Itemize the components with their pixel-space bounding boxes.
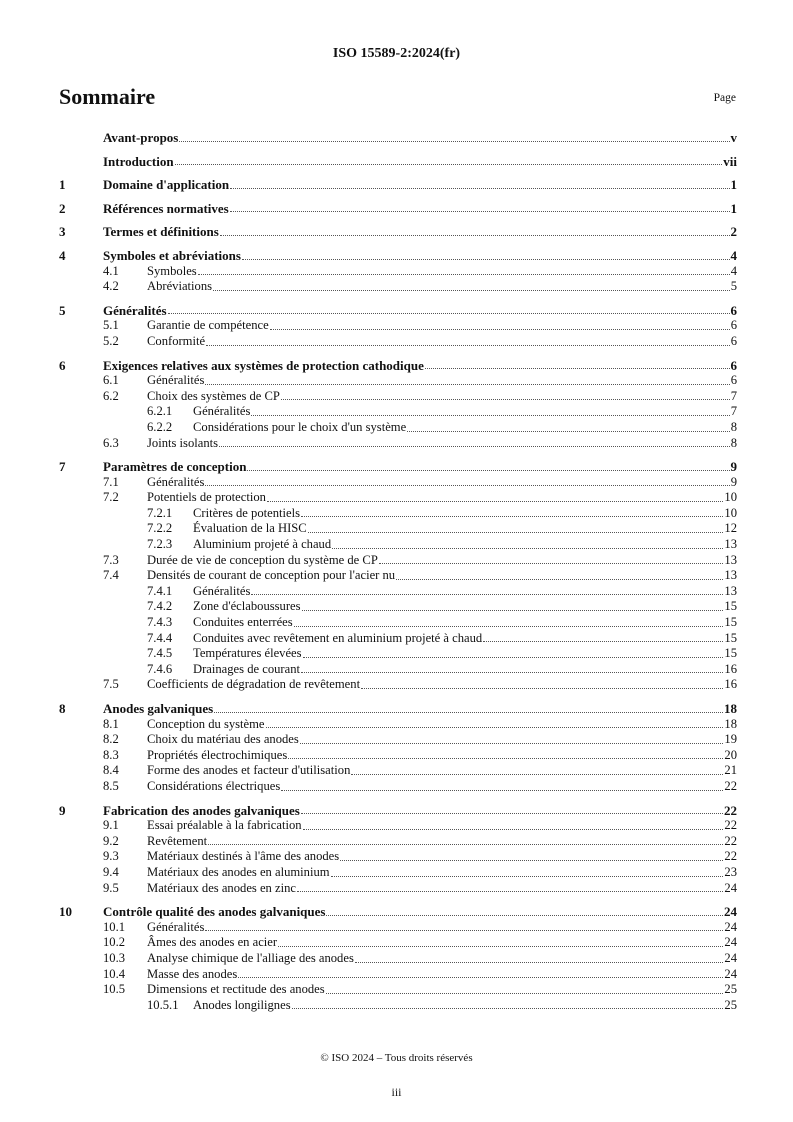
dot-leader	[251, 594, 723, 595]
toc-entry-title: Masse des anodes	[147, 966, 238, 981]
toc-entry-title: Généralités	[103, 302, 167, 318]
dot-leader	[326, 993, 724, 994]
toc-entry-number: 6	[59, 357, 66, 373]
toc-entry-page: 6	[730, 373, 737, 388]
toc-section-group	[59, 904, 737, 1013]
toc-entry-title: Symboles et abréviations	[103, 247, 241, 263]
toc-entry-page: 24	[724, 935, 737, 950]
toc-entry-page: 25	[724, 997, 737, 1012]
toc-entry-page: 10	[724, 505, 737, 520]
toc-entry[interactable]	[59, 177, 737, 193]
toc-entry[interactable]	[59, 130, 737, 146]
toc-entry-number: 6.2.2	[147, 419, 173, 434]
toc-entry[interactable]	[59, 201, 737, 217]
toc-entry-page: 6	[730, 318, 737, 333]
toc-entry-page: 22	[724, 778, 737, 793]
toc-entry-number: 10.2	[103, 935, 126, 950]
dot-leader	[179, 141, 729, 142]
toc-entry[interactable]	[59, 904, 737, 920]
toc-entry-page: 24	[724, 950, 737, 965]
toc-entry-title: Dimensions et rectitude des anodes	[147, 982, 325, 997]
toc-entry-page: 7	[730, 388, 737, 403]
toc-entry-title: Références normatives	[103, 200, 229, 216]
toc-entry-title: Fabrication des anodes galvaniques	[103, 802, 300, 818]
toc-entry-page: 13	[724, 583, 737, 598]
toc-entry[interactable]	[59, 865, 737, 881]
toc-entry-number: 7.4.2	[147, 599, 173, 614]
toc-entry[interactable]	[59, 717, 737, 733]
dot-leader	[266, 727, 724, 728]
toc-entry-page: 23	[724, 864, 737, 879]
toc-entry-title: Considérations pour le choix d'un système	[193, 419, 407, 434]
toc-entry[interactable]	[59, 701, 737, 717]
toc-entry[interactable]	[59, 849, 737, 865]
toc-entry[interactable]	[59, 521, 737, 537]
toc-entry[interactable]	[59, 490, 737, 506]
toc-entry-title: Températures élevées	[193, 646, 302, 661]
dot-leader	[355, 962, 724, 963]
toc-entry-title: Drainages de courant	[193, 661, 300, 676]
dot-leader	[292, 1008, 724, 1009]
dot-leader	[301, 813, 723, 814]
toc-entry-page: 22	[724, 818, 737, 833]
toc-entry-page: 24	[724, 904, 737, 920]
toc-entry[interactable]	[59, 459, 737, 475]
toc-entry[interactable]	[59, 834, 737, 850]
toc-entry[interactable]	[59, 662, 737, 678]
toc-entry[interactable]	[59, 553, 737, 569]
toc-entry-title: Durée de vie de conception du système de CP	[147, 552, 378, 567]
toc-entry-number: 8.1	[103, 716, 119, 731]
dot-leader	[205, 384, 729, 385]
toc-entry-title: Analyse chimique de l'alliage des anodes	[147, 950, 354, 965]
toc-entry-number: 9.5	[103, 880, 119, 895]
toc-entry-number: 6.1	[103, 373, 119, 388]
dot-leader	[326, 915, 723, 916]
toc-entry-title: Évaluation de la HISC	[193, 521, 307, 536]
toc-entry[interactable]	[59, 358, 737, 374]
toc-entry-page: 18	[724, 701, 737, 716]
dot-leader	[379, 563, 724, 564]
dot-leader	[483, 641, 723, 642]
toc-entry-page: 8	[730, 419, 737, 434]
toc-entry-page: 6	[730, 333, 737, 348]
toc-entry[interactable]	[59, 920, 737, 936]
toc-entry-page: 16	[724, 661, 737, 676]
toc-entry[interactable]	[59, 763, 737, 779]
toc-entry[interactable]	[59, 248, 737, 264]
toc-entry-number: 1	[59, 177, 66, 193]
dot-leader	[340, 860, 723, 861]
toc-entry-page: vii	[723, 153, 737, 169]
toc-section-group	[59, 177, 737, 193]
toc-entry-number: 7.4.5	[147, 646, 173, 661]
toc-entry[interactable]	[59, 951, 737, 967]
toc-section-group	[59, 803, 737, 897]
toc-entry[interactable]	[59, 732, 737, 748]
toc-entry-page: 13	[724, 552, 737, 567]
toc-entry-number: 6.2.1	[147, 404, 173, 419]
toc-entry-number: 7.1	[103, 474, 119, 489]
dot-leader	[175, 164, 723, 165]
toc-entry-title: Domaine d'application	[103, 177, 230, 193]
toc-entry-title: Anodes longilignes	[193, 997, 291, 1012]
toc-entry-number: 8.3	[103, 747, 119, 762]
toc-entry-number: 8	[59, 701, 66, 716]
dot-leader	[251, 415, 729, 416]
toc-entry-title: Paramètres de conception	[103, 459, 247, 475]
toc-entry-title: Généralités	[193, 583, 251, 598]
dot-leader	[301, 672, 723, 673]
toc-entry-page: 6	[730, 302, 737, 318]
dot-leader	[288, 758, 723, 759]
toc-entry[interactable]	[59, 224, 737, 240]
toc-section-group	[59, 459, 737, 693]
dot-leader	[294, 626, 724, 627]
toc-entry-title: Aluminium projeté à chaud	[193, 537, 332, 552]
dot-leader	[213, 290, 730, 291]
toc-entry-number: 6.3	[103, 435, 119, 450]
toc-entry-number: 7.3	[103, 552, 119, 567]
dot-leader	[278, 946, 723, 947]
page-title: Sommaire	[59, 84, 156, 109]
toc-entry[interactable]	[59, 998, 737, 1014]
toc-entry-title: Propriétés électrochimiques	[147, 747, 288, 762]
toc-section-group	[59, 358, 737, 452]
toc-entry-page: 22	[724, 802, 737, 818]
toc-entry[interactable]	[59, 881, 737, 897]
dot-leader	[219, 446, 730, 447]
dot-leader	[214, 712, 723, 713]
toc-entry-number: 10	[59, 904, 72, 920]
toc-entry[interactable]	[59, 935, 737, 951]
toc-entry-number: 5	[59, 302, 66, 318]
dot-leader	[332, 548, 723, 549]
toc-entry-page: 12	[724, 521, 737, 536]
toc-entry[interactable]	[59, 420, 737, 436]
dot-leader	[300, 743, 724, 744]
toc-entry[interactable]	[59, 568, 737, 584]
toc-entry-title: Contrôle qualité des anodes galvaniques	[103, 904, 326, 920]
toc-entry-number: 10.4	[103, 966, 126, 981]
toc-entry-title: Exigences relatives aux systèmes de protection cathodique	[103, 357, 424, 373]
toc-entry[interactable]	[59, 967, 737, 983]
toc-entry-number: 9.2	[103, 833, 119, 848]
toc-entry-number: 7.2.2	[147, 521, 173, 536]
toc-entry-number: 9	[59, 802, 66, 818]
toc-entry-page: 16	[724, 677, 737, 692]
toc-entry-page: 21	[724, 763, 737, 778]
toc-entry-title: Conception du système	[147, 716, 265, 731]
dot-leader	[168, 313, 730, 314]
toc-entry-number: 8.4	[103, 763, 119, 778]
dot-leader	[247, 470, 729, 471]
toc-entry-title: Critères de potentiels	[193, 505, 301, 520]
toc-section-group	[59, 303, 737, 350]
toc-entry-title: Matériaux des anodes en aluminium	[147, 864, 330, 879]
toc-entry-page: 15	[724, 615, 737, 630]
toc-entry[interactable]	[59, 599, 737, 615]
toc-entry[interactable]	[59, 982, 737, 998]
toc-entry[interactable]	[59, 436, 737, 452]
toc-entry-page: 7	[730, 404, 737, 419]
toc-entry-number: 4.2	[103, 279, 119, 294]
toc-entry[interactable]	[59, 584, 737, 600]
dot-leader	[361, 688, 723, 689]
dot-leader	[267, 501, 723, 502]
toc-entry-title: Choix des systèmes de CP	[147, 388, 280, 403]
toc-entry-title: Matériaux destinés à l'âme des anodes	[147, 849, 340, 864]
toc-entry-page: 24	[724, 880, 737, 895]
toc-entry-title: Anodes galvaniques	[103, 701, 214, 716]
toc-entry-number: 4	[59, 247, 66, 263]
dot-leader	[205, 485, 729, 486]
toc-entry-title: Matériaux des anodes en zinc	[147, 880, 296, 895]
toc-entry[interactable]	[59, 646, 737, 662]
toc-entry-page: 4	[730, 263, 737, 278]
dot-leader	[302, 610, 724, 611]
dot-leader	[308, 532, 724, 533]
toc-entry[interactable]	[59, 615, 737, 631]
toc-entry-number: 10.5.1	[147, 997, 179, 1012]
toc-entry-title: Coefficients de dégradation de revêtement	[147, 677, 361, 692]
dot-leader	[205, 930, 723, 931]
toc-entry-title: Conduites enterrées	[193, 615, 293, 630]
toc-section-group	[59, 701, 737, 795]
toc-entry-page: 5	[730, 279, 737, 294]
toc-entry-number: 7.2	[103, 490, 119, 505]
toc-entry-number: 5.1	[103, 318, 119, 333]
toc-entry-page: 9	[730, 474, 737, 489]
dot-leader	[198, 274, 730, 275]
toc-entry-page: 25	[724, 982, 737, 997]
toc-entry-title: Conformité	[147, 333, 206, 348]
dot-leader	[331, 876, 724, 877]
toc-entry-number: 5.2	[103, 333, 119, 348]
toc-entry[interactable]	[59, 677, 737, 693]
toc-entry-number: 2	[59, 200, 66, 216]
toc-entry[interactable]	[59, 803, 737, 819]
toc-entry-title: Choix du matériau des anodes	[147, 732, 299, 747]
dot-leader	[396, 579, 723, 580]
dot-leader	[303, 657, 724, 658]
toc-entry-number: 7.4.3	[147, 615, 173, 630]
toc-entry-title: Forme des anodes et facteur d'utilisation	[147, 763, 351, 778]
dot-leader	[301, 516, 723, 517]
toc-entry-title: Termes et définitions	[103, 224, 219, 240]
toc-section-group	[59, 201, 737, 217]
toc-entry-number: 9.4	[103, 864, 119, 879]
toc-entry-number: 10.5	[103, 982, 126, 997]
toc-entry-page: 22	[724, 849, 737, 864]
toc-entry-number: 7.4.6	[147, 661, 173, 676]
toc-entry-page: 18	[724, 716, 737, 731]
toc-section-group	[59, 224, 737, 240]
toc-entry-title: Potentiels de protection	[147, 490, 266, 505]
toc-entry-number: 7.4.4	[147, 630, 173, 645]
toc-entry-title: Généralités	[147, 919, 205, 934]
dot-leader	[206, 345, 730, 346]
toc-entry-number: 9.3	[103, 849, 119, 864]
toc-entry-page: 4	[730, 247, 737, 263]
toc-entry[interactable]	[59, 334, 737, 350]
toc-entry[interactable]	[59, 631, 737, 647]
toc-entry[interactable]	[59, 373, 737, 389]
toc-entry-number: 3	[59, 224, 66, 240]
dot-leader	[351, 774, 723, 775]
toc-entry-title: Généralités	[147, 474, 205, 489]
copyright-footer: © ISO 2024 – Tous droits réservés	[320, 1052, 473, 1064]
toc-entry-page: 1	[730, 177, 737, 193]
toc-entry-page: 1	[730, 200, 737, 216]
toc-entry[interactable]	[59, 537, 737, 553]
toc-entry[interactable]	[59, 475, 737, 491]
dot-leader	[297, 891, 723, 892]
toc-section-group	[59, 130, 737, 146]
dot-leader	[407, 431, 730, 432]
toc-entry-title: Généralités	[147, 373, 205, 388]
toc-entry-number: 10.1	[103, 919, 126, 934]
toc-entry-title: Essai préalable à la fabrication	[147, 818, 302, 833]
dot-leader	[425, 368, 730, 369]
toc-entry-title: Revêtement	[147, 833, 208, 848]
toc-entry-page: 9	[730, 459, 737, 475]
dot-leader	[270, 329, 730, 330]
toc-entry-page: 2	[730, 224, 737, 240]
toc-entry-number: 10.3	[103, 950, 126, 965]
toc-entry-number: 6.2	[103, 388, 119, 403]
table-of-contents	[59, 130, 737, 1013]
toc-entry-title: Généralités	[193, 404, 251, 419]
toc-entry[interactable]	[59, 506, 737, 522]
page-column-label: Page	[713, 92, 736, 104]
toc-entry-number: 7.2.3	[147, 537, 173, 552]
toc-entry-title: Avant-propos	[103, 130, 179, 145]
toc-entry-page: 8	[730, 435, 737, 450]
dot-leader	[242, 259, 730, 260]
toc-entry-number: 8.2	[103, 732, 119, 747]
toc-entry-title: Considérations électriques	[147, 778, 281, 793]
toc-section-group	[59, 248, 737, 295]
toc-entry[interactable]	[59, 404, 737, 420]
toc-entry-number: 4.1	[103, 263, 119, 278]
toc-entry[interactable]	[59, 389, 737, 405]
toc-entry-number: 7.2.1	[147, 505, 173, 520]
toc-entry-page: 19	[724, 732, 737, 747]
toc-entry-page: 6	[730, 357, 737, 373]
toc-entry-page: 22	[724, 833, 737, 848]
toc-entry-number: 7	[59, 459, 66, 475]
toc-entry-number: 8.5	[103, 778, 119, 793]
dot-leader	[220, 235, 730, 236]
toc-entry[interactable]	[59, 818, 737, 834]
dot-leader	[281, 399, 730, 400]
toc-entry-page: 13	[724, 537, 737, 552]
toc-entry[interactable]	[59, 779, 737, 795]
toc-entry-title: Symboles	[147, 263, 197, 278]
dot-leader	[281, 790, 723, 791]
toc-entry-number: 7.4.1	[147, 583, 173, 598]
toc-entry-number: 9.1	[103, 818, 119, 833]
toc-entry[interactable]	[59, 303, 737, 319]
toc-entry-title: Introduction	[103, 153, 174, 169]
toc-entry-page: 15	[724, 630, 737, 645]
toc-entry-page: 15	[724, 646, 737, 661]
page-number: iii	[391, 1085, 402, 1099]
toc-section-group	[59, 154, 737, 170]
toc-entry-title: Garantie de compétence	[147, 318, 269, 333]
toc-entry-page: 24	[724, 919, 737, 934]
toc-entry[interactable]	[59, 279, 737, 295]
dot-leader	[238, 977, 723, 978]
toc-entry-title: Joints isolants	[147, 435, 219, 450]
toc-entry-title: Zone d'éclaboussures	[193, 599, 301, 614]
toc-entry-title: Conduites avec revêtement en aluminium projeté à chaud	[193, 630, 483, 645]
toc-entry-number: 7.4	[103, 568, 119, 583]
dot-leader	[208, 844, 723, 845]
toc-entry-title: Abréviations	[147, 279, 213, 294]
document-header: ISO 15589-2:2024(fr)	[332, 46, 461, 61]
toc-entry-title: Âmes des anodes en acier	[147, 935, 278, 950]
toc-entry[interactable]	[59, 264, 737, 280]
toc-entry-page: 24	[724, 966, 737, 981]
toc-entry[interactable]	[59, 318, 737, 334]
dot-leader	[230, 188, 729, 189]
toc-entry-page: 13	[724, 568, 737, 583]
toc-entry-page: v	[730, 130, 737, 145]
toc-entry-page: 15	[724, 599, 737, 614]
toc-entry-page: 20	[724, 747, 737, 762]
toc-entry-page: 10	[724, 490, 737, 505]
toc-entry[interactable]	[59, 748, 737, 764]
toc-entry-number: 7.5	[103, 677, 119, 692]
toc-entry[interactable]	[59, 154, 737, 170]
dot-leader	[230, 211, 730, 212]
dot-leader	[303, 829, 724, 830]
toc-entry-title: Densités de courant de conception pour l'acier nu	[147, 568, 396, 583]
